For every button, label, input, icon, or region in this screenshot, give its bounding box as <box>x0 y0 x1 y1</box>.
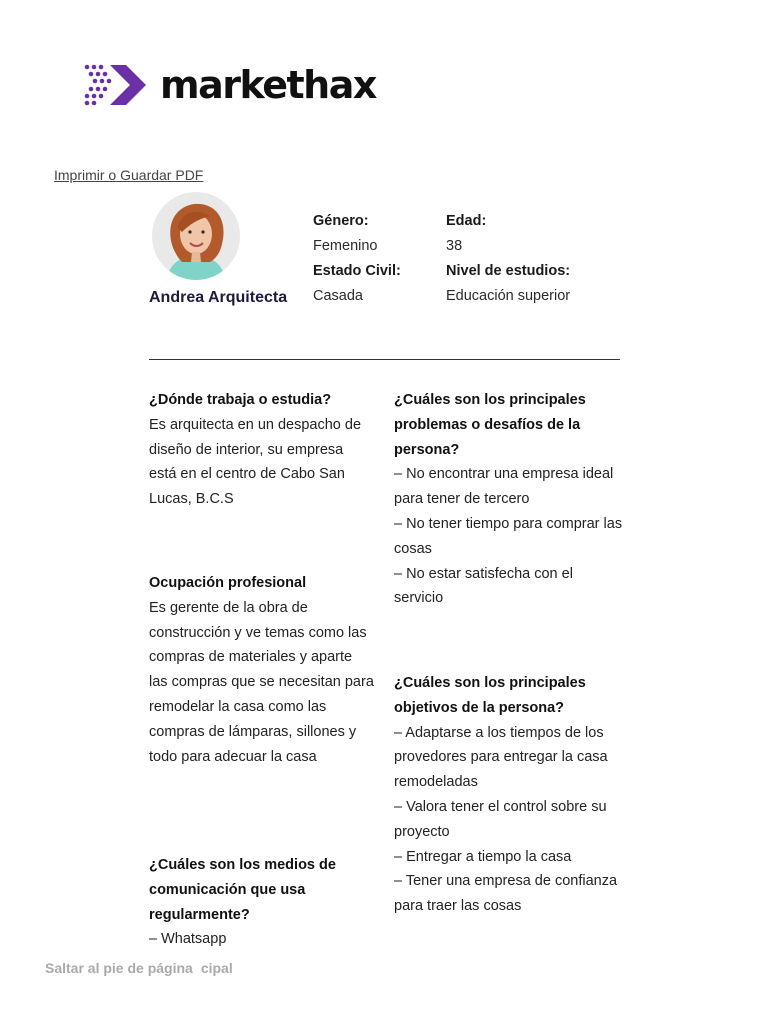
attribute-label: Nivel de estudios: <box>446 263 571 279</box>
attribute-value: 38 <box>446 238 463 254</box>
occupation-section <box>149 571 374 853</box>
section-list <box>149 927 374 952</box>
list-item: – Tener una empresa de confianza para traer las cosas <box>394 873 618 915</box>
list-item: – Entregar a tiempo la casa <box>394 848 572 865</box>
workplace-section <box>149 388 374 571</box>
section-title: ¿Cuáles son los medios de comunicación que usa regularmente? <box>149 857 336 923</box>
list-item: – Valora tener el control sobre su proyecto <box>394 798 607 840</box>
communication-channels-section <box>149 853 374 952</box>
attribute-label: Género: <box>313 213 369 229</box>
problems-section <box>394 388 626 671</box>
print-or-save-pdf-link[interactable]: Imprimir o Guardar PDF <box>54 167 204 183</box>
section-list <box>394 721 626 919</box>
section-list <box>394 462 626 611</box>
list-item: – No estar satisfecha con el servicio <box>394 565 573 607</box>
section-title: ¿Cuáles son los principales problemas o desafíos de la persona? <box>394 392 586 458</box>
section-title: Ocupación profesional <box>149 575 307 591</box>
attribute-marital-status <box>313 259 401 309</box>
attribute-age <box>446 209 486 259</box>
brand-logo[interactable] <box>82 62 376 108</box>
avatar <box>152 192 240 280</box>
section-body: Es arquitecta en un despacho de diseño de interior, su empresa está en el centro de Cabo San Lucas, B.C.S <box>149 416 362 508</box>
attribute-value: Femenino <box>313 238 378 254</box>
goals-section <box>394 671 626 919</box>
attribute-gender <box>313 209 377 259</box>
section-divider <box>149 359 620 360</box>
attribute-label: Estado Civil: <box>313 263 401 279</box>
list-item: – No encontrar una empresa ideal para tener de tercero <box>394 466 614 508</box>
list-item: – Adaptarse a los tiempos de los provedores para entregar la casa remodeladas <box>394 724 608 791</box>
attribute-label: Edad: <box>446 213 487 229</box>
attribute-value: Casada <box>313 288 363 304</box>
left-column <box>149 388 374 952</box>
skip-to-footer-link[interactable]: Saltar al pie de página <box>45 960 193 976</box>
attribute-value: Educación superior <box>446 288 571 304</box>
skip-links <box>45 960 241 976</box>
right-column <box>394 388 626 919</box>
persona-name: Andrea Arquitecta <box>149 289 288 306</box>
list-item: – No tener tiempo para comprar las cosas <box>394 515 623 557</box>
section-title: ¿Dónde trabaja o estudia? <box>149 392 332 408</box>
skip-to-main-link[interactable]: cipal <box>200 960 233 976</box>
list-item: – Whatsapp <box>149 931 227 948</box>
persona-photo-icon <box>152 192 240 280</box>
attribute-education <box>446 259 570 309</box>
section-body: Es gerente de la obra de construcción y ve temas como las compras de materiales y aparte las compras que se necesitan para remodelar la casa como las compras de lámparas, sillones y todo para adecuar la casa <box>149 599 374 765</box>
section-title: ¿Cuáles son los principales objetivos de la persona? <box>394 675 586 716</box>
arrow-dots-logo-icon <box>82 62 148 108</box>
brand-name: markethax <box>160 63 376 107</box>
